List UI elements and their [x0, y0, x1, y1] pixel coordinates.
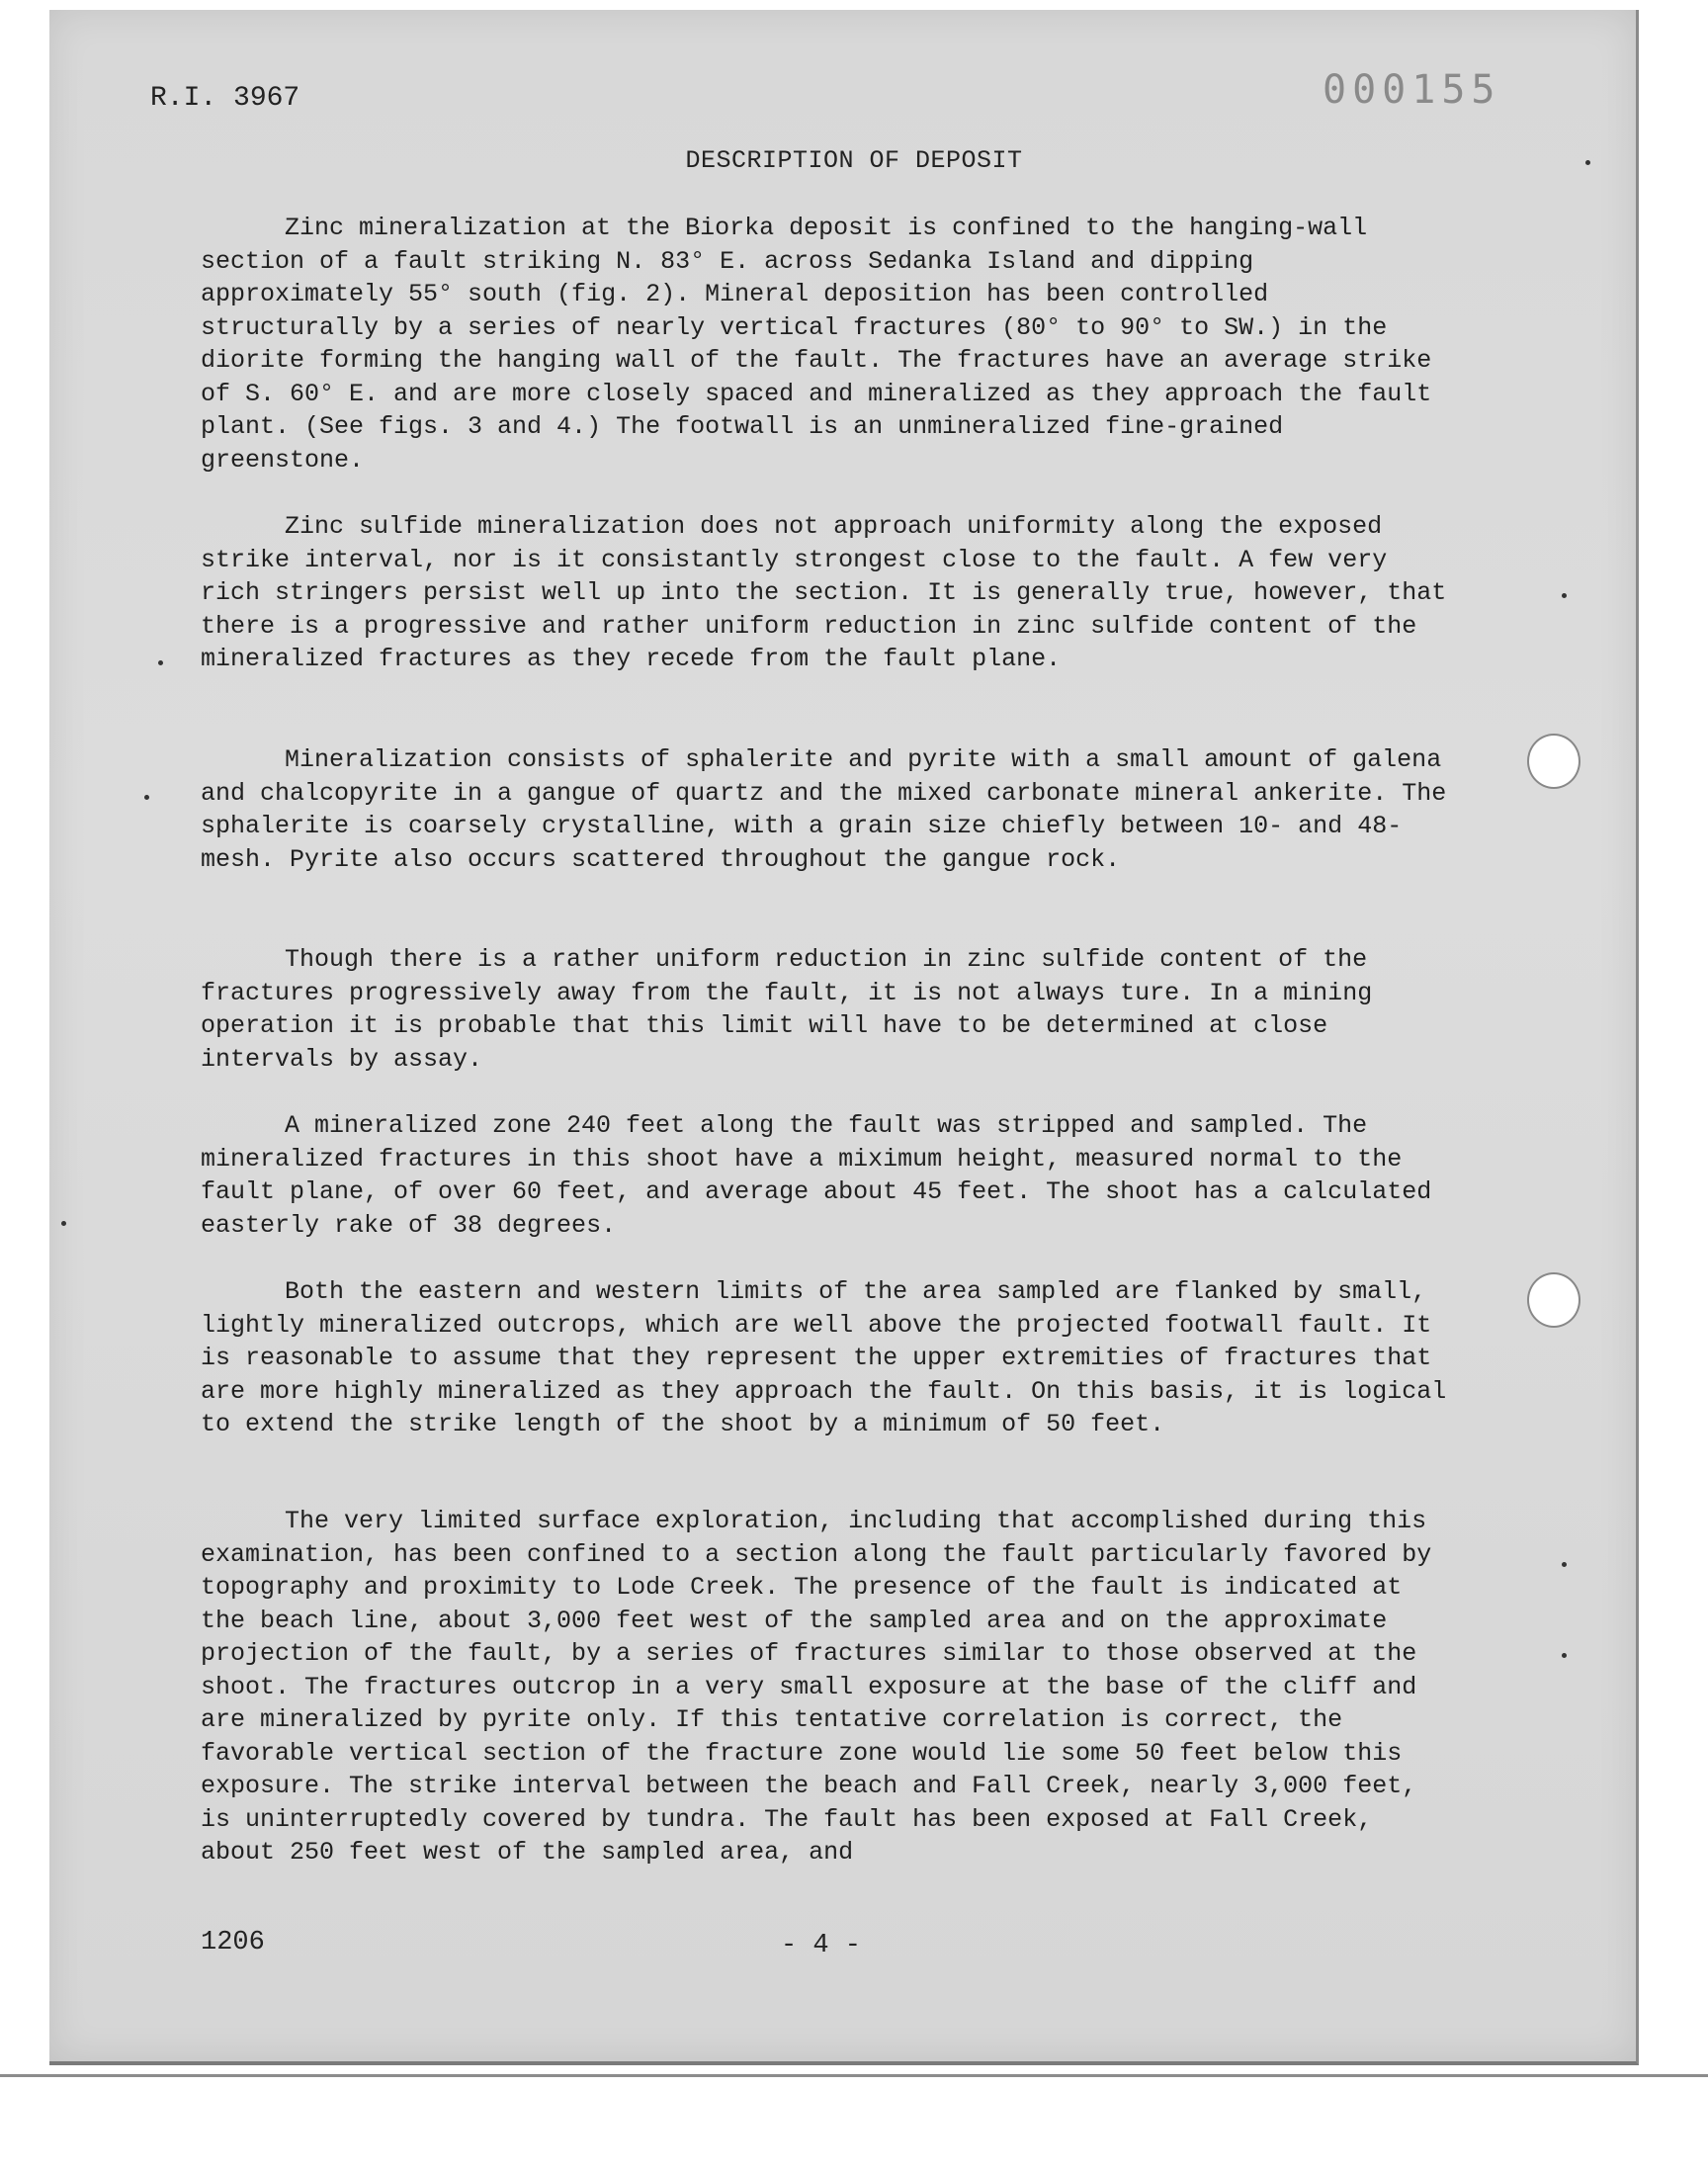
- report-id: R.I. 3967: [150, 83, 300, 114]
- paragraph: A mineralized zone 240 feet along the fault was stripped and sampled. The mineralized fractures in this shoot have a miximum height, measured normal to the fault plane, of over 60 feet, and average about 45 feet. The shoot has a calculated easterly rake of 38 degrees.: [201, 1111, 1432, 1240]
- speck: [1562, 1562, 1567, 1567]
- speck: [158, 660, 163, 665]
- speck: [1562, 593, 1567, 598]
- paragraph: Though there is a rather uniform reduction in zinc sulfide content of the fractures progressively away from the fault, it is not always ture. In a mining operation it is probable that this limit will have to be determined at close intervals by assay.: [201, 945, 1373, 1074]
- punch-hole: [1527, 1272, 1580, 1328]
- punch-hole: [1527, 734, 1580, 789]
- speck: [144, 795, 149, 800]
- speck: [1562, 1653, 1567, 1658]
- paragraph: Zinc mineralization at the Biorka deposit is confined to the hanging-wall section of a fault striking N. 83° E. across Sedanka Island and dipping approximately 55° south (fig. 2). Mineral deposition has been controlled structurally by a series of nearly vertical fractures (80° to 90° to SW.) in the diorite forming the hanging wall of the fault. The fractures have an average strike of S. 60° E. and are more closely spaced and mineralized as they approach the fault plant. (See figs. 3 and 4.) The footwall is an unmineralized fine-grained greenstone.: [201, 214, 1432, 475]
- page-title: DESCRIPTION OF DEPOSIT: [685, 146, 1023, 175]
- scan-edge-line: [0, 2074, 1708, 2077]
- paragraph: Both the eastern and western limits of the area sampled are flanked by small, lightly mineralized outcrops, which are well above the projected footwall fault. It is reasonable to assume that they represent the upper extremities of fractures that are more highly mineralized as they approach the fault. On this basis, it is logical to extend the strike length of the shoot by a minimum of 50 feet.: [201, 1277, 1447, 1438]
- paragraph: The very limited surface exploration, including that accomplished during this examination, has been confined to a section along the fault particularly favored by topography and proximity to Lode Creek. The presence of the fault is indicated at the beach line, about 3,000 feet west of the sampled area and on the approximate projection of the fault, by a series of fractures similar to those observed at the shoot. The fractures outcrop in a very small exposure at the base of the cliff and are mineralized by pyrite only. If this tentative correlation is correct, the favorable vertical section of the fracture zone would lie some 50 feet below this exposure. The strike interval between the beach and Fall Creek, nearly 3,000 feet, is uninterruptedly covered by tundra. The fault has been exposed at Fall Creek, about 250 feet west of the sampled area, and: [201, 1507, 1432, 1867]
- paragraph: Mineralization consists of sphalerite and pyrite with a small amount of galena and chalcopyrite in a gangue of quartz and the mixed carbonate mineral ankerite. The sphalerite is coarsely crystalline, with a grain size chiefly between 10- and 48-mesh. Pyrite also occurs scattered throughout the gangue rock.: [201, 745, 1447, 874]
- page-stamp-number: 000155: [1323, 67, 1501, 113]
- footer-code: 1206: [201, 1928, 265, 1958]
- speck: [61, 1221, 66, 1226]
- page-number: - 4 -: [781, 1931, 862, 1960]
- paragraph: Zinc sulfide mineralization does not approach uniformity along the exposed strike interval, nor is it consistantly strongest close to the fault. A few very rich stringers persist well up into the section. It is generally true, however, that there is a progressive and rather uniform reduction in zinc sulfide content of the mineralized fractures as they recede from the fault plane.: [201, 512, 1447, 673]
